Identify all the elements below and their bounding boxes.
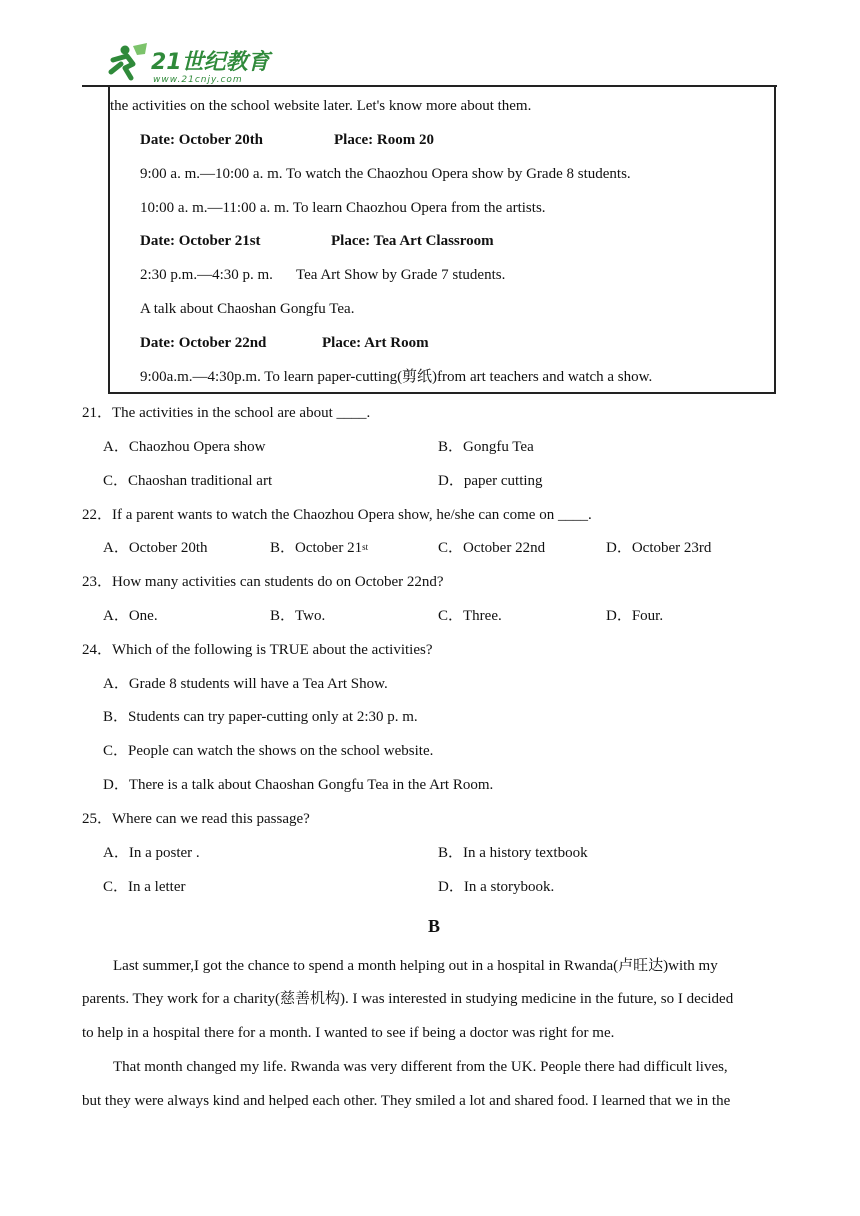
passage-line: parents. They work for a charity(慈善机构). I was interested in studying medicine in the future, so I decided <box>82 991 734 1007</box>
q24-option-a: A．Grade 8 students will have a Tea Art Show. <box>103 676 388 692</box>
q21-stem: 21．The activities in the school are about ____. <box>82 405 371 421</box>
q22-option-b-text: B．October 21 <box>270 540 363 556</box>
q25-option-b: B．In a history textbook <box>438 845 588 861</box>
passage-line: but they were always kind and helped each other. They smiled a lot and shared food. I learned that we in the <box>82 1093 731 1109</box>
q23-option-d: D．Four. <box>606 608 664 624</box>
q25-option-c: C．In a letter <box>103 879 186 895</box>
notice-intro: the activities on the school website later. Let's know more about them. <box>110 98 532 114</box>
q23-option-c: C．Three. <box>438 608 502 624</box>
day3-place: Place: Art Room <box>322 335 429 351</box>
q21-option-d: D．paper cutting <box>438 473 543 489</box>
day1-place: Place: Room 20 <box>334 132 434 148</box>
q22-option-b <box>270 538 368 559</box>
q21-option-b: B．Gongfu Tea <box>438 439 534 455</box>
q23-stem: 23．How many activities can students do on October 22nd? <box>82 574 444 590</box>
logo <box>103 42 273 84</box>
q22-option-c: C．October 22nd <box>438 540 546 556</box>
q21-option-a: A．Chaozhou Opera show <box>103 439 266 455</box>
q25-option-d: D．In a storybook. <box>438 879 555 895</box>
q23-option-a: A．One. <box>103 608 158 624</box>
day1-date: Date: October 20th <box>140 132 264 148</box>
q24-stem: 24．Which of the following is TRUE about the activities? <box>82 642 433 658</box>
logo-text: 21世纪教育 <box>151 50 270 75</box>
logo-url: www.21cnjy.com <box>153 75 243 84</box>
q24-option-d: D．There is a talk about Chaoshan Gongfu Tea in the Art Room. <box>103 777 494 793</box>
section-heading: B <box>427 916 440 936</box>
passage-line: That month changed my life. Rwanda was very different from the UK. People there had difficult lives, <box>113 1059 728 1075</box>
day2-item1-text: Tea Art Show by Grade 7 students. <box>296 267 506 283</box>
q22-stem: 22．If a parent wants to watch the Chaozhou Opera show, he/she can come on ____. <box>82 507 592 523</box>
q21-option-c: C．Chaoshan traditional art <box>103 473 273 489</box>
q24-option-b: B．Students can try paper-cutting only at 2:30 p. m. <box>103 709 418 725</box>
day2-item2: A talk about Chaoshan Gongfu Tea. <box>140 301 355 317</box>
q22-option-a: A．October 20th <box>103 540 208 556</box>
q23-option-b: B．Two. <box>270 608 326 624</box>
day1-item2: 10:00 a. m.—11:00 a. m. To learn Chaozhou Opera from the artists. <box>140 200 546 216</box>
q25-option-a: A．In a poster . <box>103 845 200 861</box>
day3-item1: 9:00a.m.—4:30p.m. To learn paper-cutting(剪纸)from art teachers and watch a show. <box>140 369 653 385</box>
runner-icon <box>111 43 147 78</box>
day2-item1-time: 2:30 p.m.—4:30 p. m. <box>140 267 273 283</box>
passage-line: to help in a hospital there for a month. I wanted to see if being a doctor was right for me. <box>82 1025 615 1041</box>
day2-date: Date: October 21st <box>140 233 261 249</box>
q25-stem: 25．Where can we read this passage? <box>82 811 310 827</box>
day2-place: Place: Tea Art Classroom <box>331 233 494 249</box>
q22-option-b-sup: st <box>362 542 369 552</box>
q22-option-d: D．October 23rd <box>606 540 712 556</box>
day3-date: Date: October 22nd <box>140 335 267 351</box>
passage-line: Last summer,I got the chance to spend a month helping out in a hospital in Rwanda(卢旺达)with my <box>113 958 718 974</box>
q24-option-c: C．People can watch the shows on the school website. <box>103 743 434 759</box>
day1-item1: 9:00 a. m.—10:00 a. m. To watch the Chaozhou Opera show by Grade 8 students. <box>140 166 631 182</box>
